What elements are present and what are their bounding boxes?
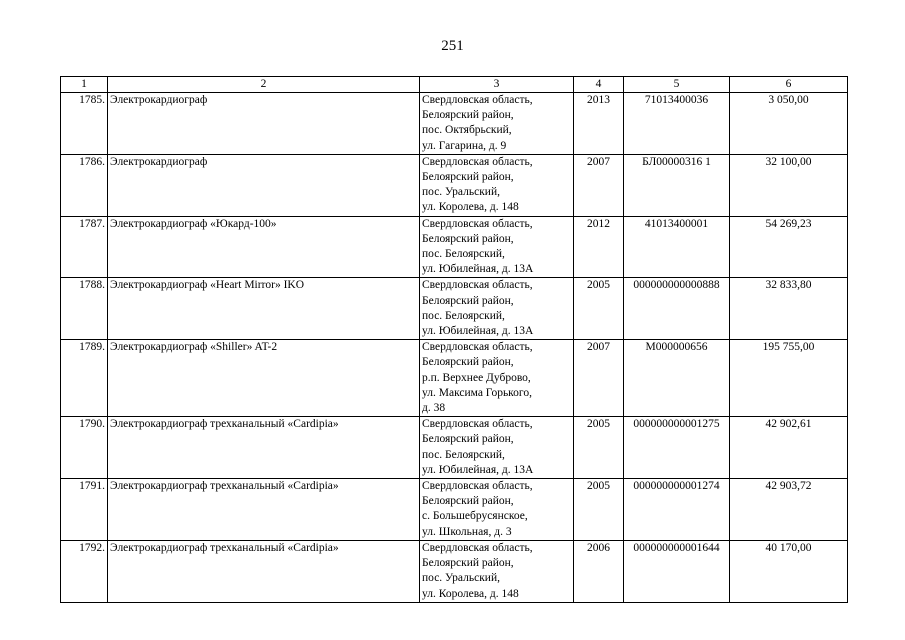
item-cost: 3 050,00 bbox=[730, 93, 848, 155]
item-year: 2013 bbox=[574, 93, 624, 155]
item-name: Электрокардиограф трехканальный «Cardipia» bbox=[108, 479, 420, 541]
item-name: Электрокардиограф трехканальный «Cardipia» bbox=[108, 417, 420, 479]
item-name: Электрокардиограф bbox=[108, 154, 420, 216]
row-number: 1787. bbox=[61, 216, 108, 278]
item-name: Электрокардиограф «Юкард-100» bbox=[108, 216, 420, 278]
item-inventory-number: 000000000001644 bbox=[624, 540, 730, 602]
table-row bbox=[61, 93, 848, 155]
item-year: 2005 bbox=[574, 417, 624, 479]
table-row bbox=[61, 278, 848, 340]
item-name: Электрокардиограф bbox=[108, 93, 420, 155]
item-inventory-number: 41013400001 bbox=[624, 216, 730, 278]
item-inventory-number: 000000000001274 bbox=[624, 479, 730, 541]
item-cost: 40 170,00 bbox=[730, 540, 848, 602]
row-number: 1789. bbox=[61, 340, 108, 417]
item-inventory-number: 000000000001275 bbox=[624, 417, 730, 479]
item-name: Электрокардиограф «Heart Mirror» IKO bbox=[108, 278, 420, 340]
item-address: Свердловская область, Белоярский район, пос. Белоярский, ул. Юбилейная, д. 13А bbox=[420, 278, 574, 340]
column-header-name: 2 bbox=[108, 77, 420, 93]
header-row bbox=[61, 77, 848, 93]
column-header-year: 4 bbox=[574, 77, 624, 93]
item-cost: 32 100,00 bbox=[730, 154, 848, 216]
item-cost: 32 833,80 bbox=[730, 278, 848, 340]
column-header-cost: 6 bbox=[730, 77, 848, 93]
item-address: Свердловская область, Белоярский район, пос. Белоярский, ул. Юбилейная, д. 13А bbox=[420, 216, 574, 278]
item-cost: 195 755,00 bbox=[730, 340, 848, 417]
item-address: Свердловская область, Белоярский район, пос. Октябрьский, ул. Гагарина, д. 9 bbox=[420, 93, 574, 155]
table-row bbox=[61, 540, 848, 602]
item-address: Свердловская область, Белоярский район, пос. Уральский, ул. Королева, д. 148 bbox=[420, 540, 574, 602]
item-year: 2006 bbox=[574, 540, 624, 602]
item-cost: 54 269,23 bbox=[730, 216, 848, 278]
row-number: 1790. bbox=[61, 417, 108, 479]
item-year: 2007 bbox=[574, 154, 624, 216]
column-header-address: 3 bbox=[420, 77, 574, 93]
row-number: 1792. bbox=[61, 540, 108, 602]
row-number: 1785. bbox=[61, 93, 108, 155]
item-year: 2005 bbox=[574, 479, 624, 541]
row-number: 1788. bbox=[61, 278, 108, 340]
item-name: Электрокардиограф «Shiller» AT-2 bbox=[108, 340, 420, 417]
column-header-number: 1 bbox=[61, 77, 108, 93]
table-row bbox=[61, 216, 848, 278]
table-row bbox=[61, 154, 848, 216]
item-inventory-number: М000000656 bbox=[624, 340, 730, 417]
table-row bbox=[61, 479, 848, 541]
item-cost: 42 902,61 bbox=[730, 417, 848, 479]
item-address: Свердловская область, Белоярский район, пос. Белоярский, ул. Юбилейная, д. 13А bbox=[420, 417, 574, 479]
item-address: Свердловская область, Белоярский район, пос. Уральский, ул. Королева, д. 148 bbox=[420, 154, 574, 216]
item-year: 2005 bbox=[574, 278, 624, 340]
item-inventory-number: БЛ00000316 1 bbox=[624, 154, 730, 216]
table-row bbox=[61, 340, 848, 417]
item-inventory-number: 71013400036 bbox=[624, 93, 730, 155]
item-address: Свердловская область, Белоярский район, с. Большебрусянское, ул. Школьная, д. 3 bbox=[420, 479, 574, 541]
table-row bbox=[61, 417, 848, 479]
equipment-registry-table bbox=[60, 76, 848, 603]
item-cost: 42 903,72 bbox=[730, 479, 848, 541]
item-year: 2012 bbox=[574, 216, 624, 278]
item-year: 2007 bbox=[574, 340, 624, 417]
row-number: 1786. bbox=[61, 154, 108, 216]
page-number: 251 bbox=[441, 38, 464, 54]
item-name: Электрокардиограф трехканальный «Cardipia» bbox=[108, 540, 420, 602]
item-inventory-number: 000000000000888 bbox=[624, 278, 730, 340]
column-header-inventory: 5 bbox=[624, 77, 730, 93]
row-number: 1791. bbox=[61, 479, 108, 541]
item-address: Свердловская область, Белоярский район, р.п. Верхнее Дуброво, ул. Максима Горького, д. 38 bbox=[420, 340, 574, 417]
